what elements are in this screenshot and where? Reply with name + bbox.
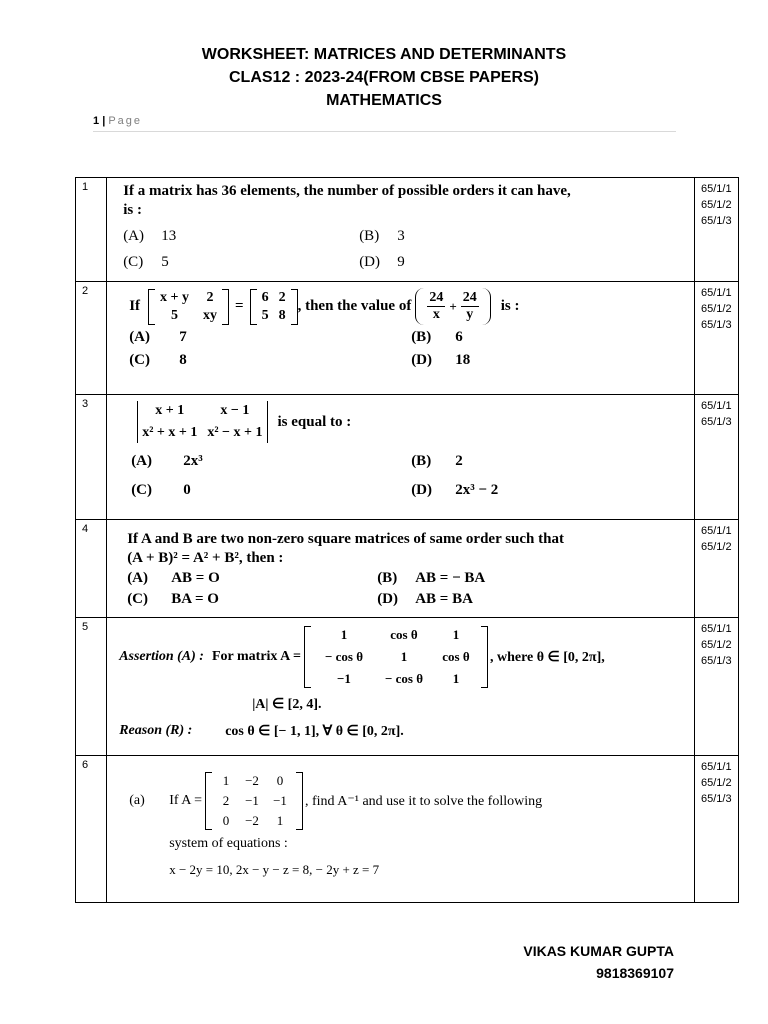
question-number: 3 — [76, 395, 107, 520]
option-b: (B) 3 — [359, 228, 405, 244]
option-c: (C) BA = O — [127, 591, 219, 607]
paper-codes — [694, 756, 738, 903]
question-text: If A and B are two non-zero square matrices of same order such that — [127, 531, 564, 547]
matrix-left: x + y 2 5 xy — [148, 289, 229, 325]
matrix-a: 1 cos θ 1 − cos θ 1 cos θ −1 − cos θ 1 — [304, 626, 488, 688]
matrix-a: 1 −2 0 2 −1 −1 0 −2 1 — [205, 772, 303, 830]
option-b: (B) 2 — [411, 453, 463, 469]
assertion: Assertion (A) : For matrix A = 1 cos θ 1 − cos θ 1 cos θ −1 − cos θ 1 , where θ ∈ [0, 2π], — [119, 627, 605, 686]
options — [131, 453, 694, 499]
option-b: (B) AB = − BA — [377, 570, 486, 586]
equations: x − 2y = 10, 2x − y − z = 8, − 2y + z = 7 — [169, 862, 380, 877]
fraction-sum: $\frac{24}{x}$ + $\frac{24}{y}$ — [415, 288, 490, 325]
question-body — [107, 395, 695, 520]
option-d: (D) 9 — [359, 254, 405, 270]
paper-code: 65/1/2 — [700, 199, 732, 211]
question-row-6 — [76, 756, 739, 903]
question-row-4 — [76, 520, 739, 618]
question-row-5 — [76, 618, 739, 756]
paper-codes — [694, 520, 738, 618]
question-body — [107, 178, 695, 282]
question-text: If x + y 2 5 xy = 6 2 5 8 , then the value of $\frac{24}{x}$ + $\frac{24}{y}$ is : — [107, 282, 694, 325]
paper-code: 65/1/1 — [700, 525, 732, 537]
question-text-cont: (A + B)² = A² + B², then : — [127, 550, 284, 566]
paper-code: 65/1/2 — [700, 639, 732, 651]
paper-code: 65/1/2 — [700, 541, 732, 553]
page-header — [0, 43, 768, 112]
question-body — [107, 520, 695, 618]
paper-codes — [694, 178, 738, 282]
paper-code: 65/1/3 — [700, 655, 732, 667]
paper-code: 65/1/1 — [700, 287, 732, 299]
author-name: VIKAS KUMAR GUPTA — [523, 943, 674, 959]
determinant: x + 1 x − 1 x² + x + 1 x² − x + 1 — [137, 401, 267, 443]
option-d: (D) 18 — [411, 352, 471, 368]
question-text-line2: system of equations : — [169, 836, 288, 851]
option-a: (A) 13 — [123, 228, 177, 244]
options — [127, 570, 694, 608]
paper-code: 65/1/3 — [700, 215, 732, 227]
paper-code: 65/1/1 — [700, 761, 732, 773]
options — [123, 228, 694, 271]
paper-code: 65/1/3 — [700, 416, 732, 428]
paper-code: 65/1/1 — [700, 183, 732, 195]
paper-code: 65/1/3 — [700, 319, 732, 331]
question-text: If a matrix has 36 elements, the number of possible orders it can have, — [123, 183, 571, 199]
paper-code: 65/1/2 — [700, 777, 732, 789]
options — [129, 329, 694, 369]
question-row-3 — [76, 395, 739, 520]
page-number: 1 — [93, 115, 100, 127]
question-text: x + 1 x − 1 x² + x + 1 x² − x + 1 is equal to : — [107, 395, 694, 443]
question-row-1 — [76, 178, 739, 282]
assertion-label: Assertion (A) : — [119, 649, 204, 664]
option-d: (D) AB = BA — [377, 591, 473, 607]
paper-codes — [694, 618, 738, 756]
paper-codes — [694, 282, 738, 395]
reason-text: cos θ ∈ [− 1, 1], ∀ θ ∈ [0, 2π]. — [225, 724, 404, 739]
question-text-cont: is : — [123, 202, 142, 218]
assertion-line2: |A| ∈ [2, 4]. — [252, 697, 322, 712]
option-a: (A) 7 — [129, 329, 187, 345]
worksheet-title: WORKSHEET: MATRICES AND DETERMINANTS — [201, 46, 567, 63]
question-text: (a) If A = 1 −2 0 2 −1 −1 0 −2 1 , find A⁻¹ and use it to solve the following — [129, 773, 543, 828]
question-number: 5 — [76, 618, 107, 756]
question-body — [107, 282, 695, 395]
page-number-bar — [93, 115, 676, 132]
matrix-right: 6 2 5 8 — [250, 289, 298, 325]
reason — [107, 713, 694, 740]
option-a: (A) AB = O — [127, 570, 220, 586]
option-b: (B) 6 — [411, 329, 463, 345]
paper-codes — [694, 395, 738, 520]
option-c: (C) 5 — [123, 254, 169, 270]
subject-line: MATHEMATICS — [326, 92, 442, 109]
class-line: CLAS12 : 2023-24(FROM CBSE PAPERS) — [229, 69, 539, 86]
option-c: (C) 8 — [129, 352, 187, 368]
paper-code: 65/1/2 — [700, 303, 732, 315]
question-number: 6 — [76, 756, 107, 903]
author-footer — [523, 940, 674, 984]
question-number: 1 — [76, 178, 107, 282]
option-c: (C) 0 — [131, 482, 191, 498]
question-body — [107, 756, 695, 903]
page-label: Page — [108, 115, 143, 127]
paper-code: 65/1/1 — [700, 400, 732, 412]
option-a: (A) 2x³ — [131, 453, 203, 469]
paper-code: 65/1/1 — [700, 623, 732, 635]
page-separator: | — [102, 115, 106, 127]
question-number: 4 — [76, 520, 107, 618]
worksheet-table — [75, 177, 739, 903]
author-phone: 9818369107 — [596, 965, 674, 981]
reason-label: Reason (R) : — [119, 723, 193, 738]
paper-code: 65/1/3 — [700, 793, 732, 805]
question-row-2 — [76, 282, 739, 395]
question-number: 2 — [76, 282, 107, 395]
option-d: (D) 2x³ − 2 — [411, 482, 499, 498]
question-body — [107, 618, 695, 756]
